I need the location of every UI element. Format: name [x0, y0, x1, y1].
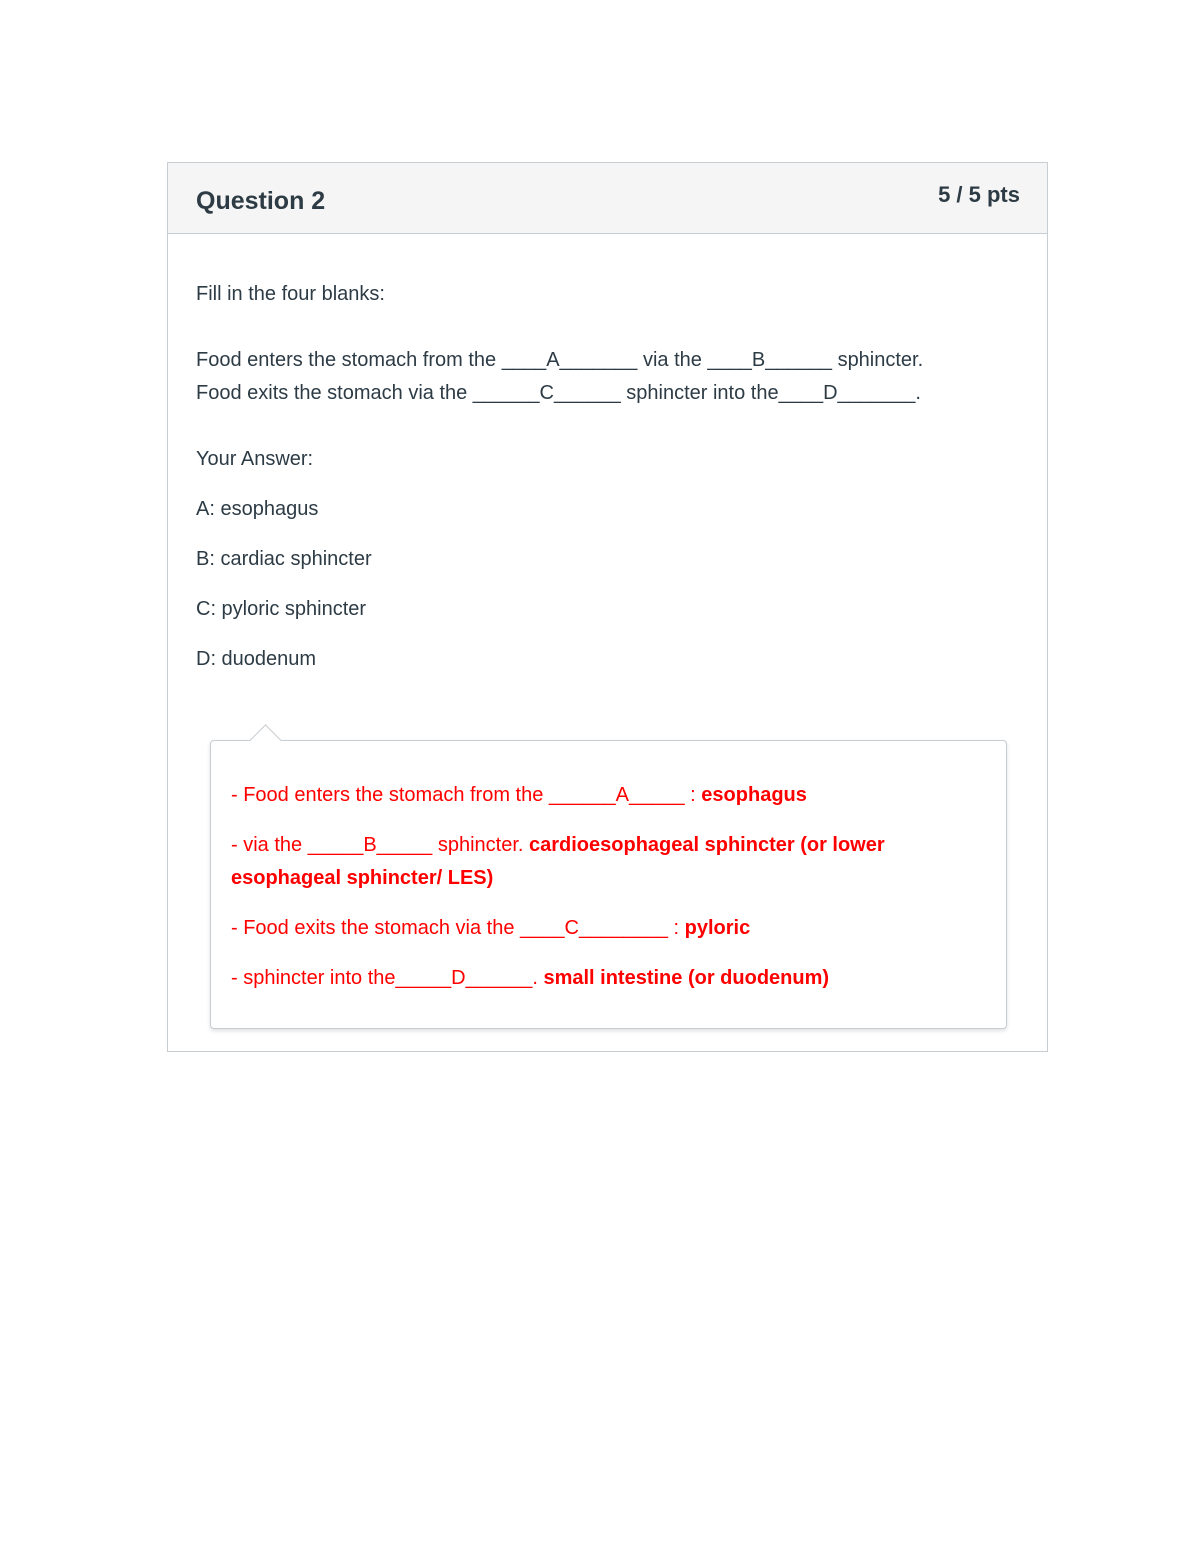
feedback-line-text: - sphincter into the_____D______.: [231, 967, 544, 989]
feedback-line: [231, 779, 971, 812]
feedback-line: [231, 829, 971, 895]
feedback-line-answer: pyloric: [684, 917, 751, 939]
question-title: Question 2: [196, 187, 326, 215]
question-body: [196, 278, 1016, 693]
question-prompt: Fill in the four blanks:: [196, 283, 385, 305]
question-points: 5 / 5 pts: [938, 182, 1020, 207]
your-answer-label: Your Answer:: [196, 448, 314, 470]
feedback-comment-content: [231, 779, 971, 1012]
feedback-line-text: - via the _____B_____ sphincter.: [231, 834, 529, 856]
feedback-line-answer: cardioesophageal sphincter (or lower esophageal sphincter/ LES): [231, 834, 885, 889]
answer-item: D: duodenum: [196, 648, 317, 670]
feedback-line: [231, 962, 971, 995]
question-header: [168, 163, 1047, 234]
question-stem-line: Food exits the stomach via the ______C______ sphincter into the____D_______.: [196, 382, 921, 404]
feedback-line-answer: esophagus: [701, 784, 807, 806]
feedback-line: [231, 912, 971, 945]
feedback-line-text: - Food enters the stomach from the ______A_____ :: [231, 784, 702, 806]
feedback-line-text: - Food exits the stomach via the ____C________ :: [231, 917, 685, 939]
answer-item: A: esophagus: [196, 498, 319, 520]
answer-item: B: cardiac sphincter: [196, 548, 372, 570]
question-card: [167, 162, 1048, 1052]
feedback-comment: [210, 740, 1007, 1029]
feedback-line-answer: small intestine (or duodenum): [543, 967, 830, 989]
question-stem-line: Food enters the stomach from the ____A_______ via the ____B______ sphincter.: [196, 349, 924, 371]
answer-item: C: pyloric sphincter: [196, 598, 367, 620]
